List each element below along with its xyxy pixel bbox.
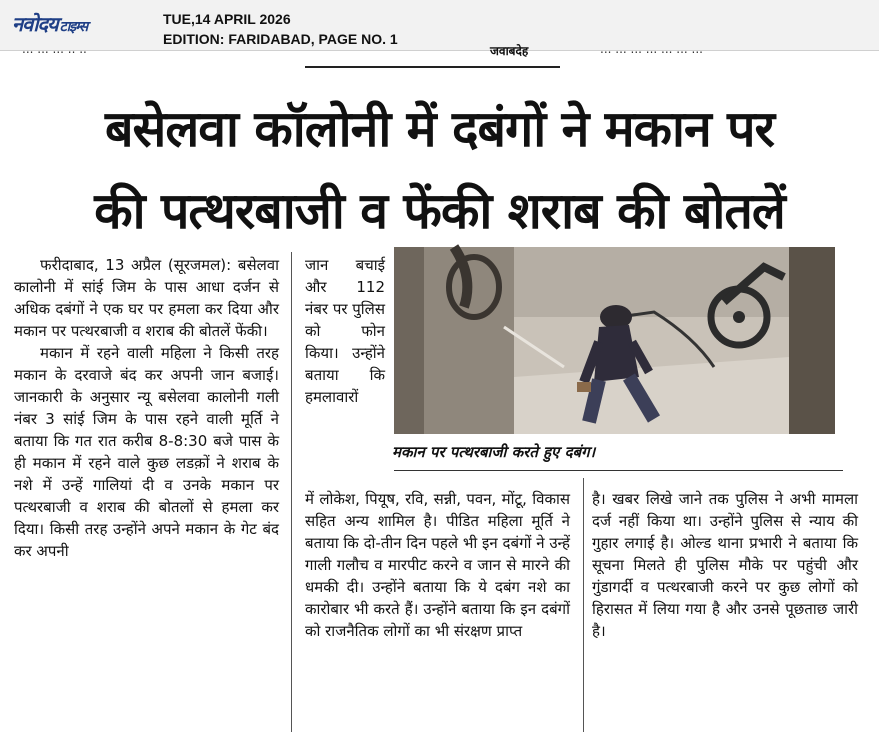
article-column-3 (592, 488, 858, 642)
paragraph-col2-top: जान बचाई और 112 नंबर पर पुलिस को फोन किया। उन्होंने बताया कि हमलावारों (305, 256, 385, 406)
strip-rule (305, 66, 560, 68)
strip-text-right: ... ... ... ... ... ... ... (600, 42, 703, 56)
caption-rule (394, 470, 843, 471)
page-header (0, 0, 879, 51)
paragraph-col3: है। खबर लिखे जाने तक पुलिस ने अभी मामला दर्ज नहीं किया था। उन्होंने पुलिस से न्याय की गुहार लगाई है। ओल्ड थाना प्रभारी ने बताया कि सूचना मिलते ही पुलिस मौके पर पहुंची और गुंडागर्दी व पत्थरबाजी करने पर कुछ लोगों को हिरासत में लिया गया है और उनसे पूछताछ जारी है। (592, 490, 858, 640)
article-column-2-top (305, 254, 385, 408)
cut-off-text-strip (0, 42, 879, 70)
strip-text-left: ... ... ... .. .. (22, 42, 87, 56)
paragraph-body: मकान में रहने वाली महिला ने किसी तरह मकान के दरवाजे बंद कर अपनी जान बजाई। जानकारी के अनुसार न्यू बसेलवा कालोनी गली नंबर 3 सांई जिम के पास रहने वाली मूर्ति ने बताया कि गत रात करीब 8-8:30 बजे पास के ही मकान में रहने वाले कुछ लडक़ों ने शराब के नशे में उन्हें गालियां दी व उनके मकान पर पत्थरबाजी व शराब की बोतलों से हमला कर दिया। किसी तरह उन्होंने अपने मकान के गेट बंद कर अपनी (14, 344, 279, 560)
issue-date: TUE,14 APRIL 2026 (163, 11, 291, 27)
photo-caption: मकान पर पत्थरबाजी करते हुए दबंग। (392, 443, 596, 461)
column-divider (291, 252, 292, 732)
newspaper-logo[interactable] (12, 10, 87, 37)
article-column-2-bottom (305, 488, 570, 642)
logo-sub: टाइम्स (59, 19, 88, 35)
column-divider-2 (583, 478, 584, 732)
article-photo (394, 247, 835, 434)
strip-text-center: जवाबदेह (490, 44, 529, 58)
headline-line-1: बसेलवा कॉलोनी में दबंगों ने मकान पर (104, 100, 775, 158)
article-headline (0, 88, 879, 252)
logo-main: नवोदय (12, 12, 58, 36)
paragraph-col2-bottom: में लोकेश, पियूष, रवि, सन्नी, पवन, मोंटू, विकास सहित अन्य शामिल है। पीडित महिला मूर्ति ने बताया कि दो-तीन दिन पहले भी इन दबंगों ने उन्हें गाली गलौच व मारपीट करने व जान से मारने की धमकी दी। उन्होंने बताया कि ये दबंग नशे का कारोबार भी करते हैं। उन्होंने बताया कि इन दबंगों को राजनैतिक लोगों का भी संरक्षण प्राप्त (305, 490, 570, 640)
paragraph-dateline: फरीदाबाद, 13 अप्रैल (सूरजमल): बसेलवा कालोनी में सांई जिम के पास आधा दर्जन से अधिक दबंगों ने एक घर पर हमला कर दिया और मकान पर पत्थरबाजी व शराब की बोतलें फेंकी। (14, 256, 279, 340)
edition-label: EDITION: FARIDABAD, PAGE NO. 1 (163, 31, 398, 47)
edition-info (163, 9, 398, 49)
article-column-1 (14, 254, 279, 562)
headline-line-2: की पत्थरबाजी व फेंकी शराब की बोतलें (94, 182, 785, 240)
stone-pelting-photo (394, 247, 835, 434)
